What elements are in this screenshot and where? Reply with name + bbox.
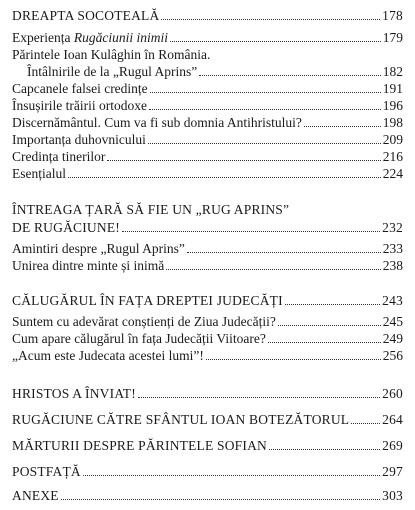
entry-title: Suntem cu adevărat conștienți de Ziua Judecății? xyxy=(12,314,276,329)
entry-title: Însușirile trăirii ortodoxe xyxy=(12,98,147,113)
dot-leader xyxy=(278,318,381,326)
dot-leader xyxy=(148,136,381,144)
page-number: 198 xyxy=(382,115,403,130)
toc-entry xyxy=(12,81,403,97)
page-number: 232 xyxy=(382,220,403,235)
page-number: 178 xyxy=(382,8,403,23)
entry-title: Părintele Ioan Kulâghin în România. xyxy=(12,47,211,62)
section-title: MĂRTURII DESPRE PĂRINTELE SOFIAN xyxy=(12,438,267,453)
toc-section-heading xyxy=(12,488,403,504)
page-number: 297 xyxy=(382,464,403,479)
page-number: 303 xyxy=(382,488,403,503)
entry-title: Importanța duhovnicului xyxy=(12,132,146,147)
toc-section-heading xyxy=(12,438,403,454)
dot-leader xyxy=(122,224,380,232)
entry-title: Unirea dintre minte și inimă xyxy=(12,258,165,273)
toc-section-heading xyxy=(12,412,403,428)
entry-title: Credința tinerilor xyxy=(12,149,106,164)
dot-leader xyxy=(107,153,380,161)
dot-leader xyxy=(285,297,380,305)
dot-leader xyxy=(206,352,381,360)
section-title: DE RUGĂCIUNE! xyxy=(12,220,120,235)
dot-leader xyxy=(149,102,381,110)
toc-section-heading xyxy=(12,220,403,236)
dot-leader xyxy=(187,245,381,253)
page-number: 182 xyxy=(382,64,403,79)
page-number: 260 xyxy=(382,386,403,401)
dot-leader xyxy=(170,34,381,42)
dot-leader xyxy=(83,468,380,476)
toc-entry xyxy=(12,149,403,165)
page-number: 179 xyxy=(382,30,403,45)
dot-leader xyxy=(166,262,381,270)
dot-leader xyxy=(304,119,381,127)
entry-title xyxy=(12,30,168,46)
entry-title-italic: Rugăciunii inimii xyxy=(73,30,168,45)
entry-title: Discernământul. Cum va fi sub domnia Antihristului? xyxy=(12,115,302,130)
dot-leader xyxy=(199,68,381,76)
entry-title: Esențialul xyxy=(12,166,66,181)
dot-leader xyxy=(269,442,380,450)
page-number: 249 xyxy=(382,331,403,346)
page-number: 191 xyxy=(382,81,403,96)
page-number: 243 xyxy=(382,293,403,308)
page-number: 238 xyxy=(382,258,403,273)
entry-title: „Acum este Judecata acestei lumi”! xyxy=(12,348,204,363)
toc-section-heading xyxy=(12,8,403,24)
toc-entry xyxy=(12,98,403,114)
section-title: ANEXE xyxy=(12,488,59,503)
dot-leader xyxy=(351,416,380,424)
toc-entry xyxy=(12,331,403,347)
toc-entry xyxy=(12,241,403,257)
toc-entry xyxy=(12,132,403,148)
entry-title: Cum apare călugărul în fața Judecății Viitoare? xyxy=(12,331,266,346)
entry-title: Întâlnirile de la „Rugul Aprins” xyxy=(27,64,198,79)
page-number: 269 xyxy=(382,438,403,453)
page-number: 196 xyxy=(382,98,403,113)
toc-entry xyxy=(12,166,403,182)
toc-entry xyxy=(12,258,403,274)
section-title: CĂLUGĂRUL ÎN FAȚA DREPTEI JUDECĂȚI xyxy=(12,293,283,308)
page-number: 256 xyxy=(382,348,403,363)
dot-leader xyxy=(138,390,380,398)
page-number: 264 xyxy=(382,412,403,427)
page-number: 233 xyxy=(382,241,403,256)
toc-section-heading xyxy=(12,386,403,402)
page-number: 216 xyxy=(382,149,403,164)
section-title: DREAPTA SOCOTEALĂ xyxy=(12,8,160,23)
page-number: 224 xyxy=(382,166,403,181)
section-title: POSTFAȚĂ xyxy=(12,464,81,479)
toc-entry xyxy=(27,64,403,80)
toc-section-heading xyxy=(12,293,403,309)
toc-section-heading xyxy=(12,464,403,480)
page-number: 245 xyxy=(382,314,403,329)
dot-leader xyxy=(161,12,380,20)
dot-leader xyxy=(268,335,381,343)
toc-entry xyxy=(12,314,403,330)
section-title: RUGĂCIUNE CĂTRE SFÂNTUL IOAN BOTEZĂTORUL xyxy=(12,412,350,427)
entry-title-text: Experiența xyxy=(12,30,74,45)
toc-section-heading xyxy=(12,202,403,218)
toc-entry xyxy=(12,348,403,364)
dot-leader xyxy=(68,170,381,178)
toc-entry xyxy=(12,47,415,63)
entry-title: Capcanele falsei credințe xyxy=(12,81,148,96)
dot-leader xyxy=(150,85,381,93)
entry-title: Amintiri despre „Rugul Aprins” xyxy=(12,241,185,256)
toc-entry xyxy=(12,30,403,46)
section-title: HRISTOS A ÎNVIAT! xyxy=(12,386,136,401)
page-number: 209 xyxy=(382,132,403,147)
toc-entry xyxy=(12,115,403,131)
section-title: ÎNTREAGA ȚARĂ SĂ FIE UN „RUG APRINS” xyxy=(12,202,290,217)
dot-leader xyxy=(61,492,380,500)
